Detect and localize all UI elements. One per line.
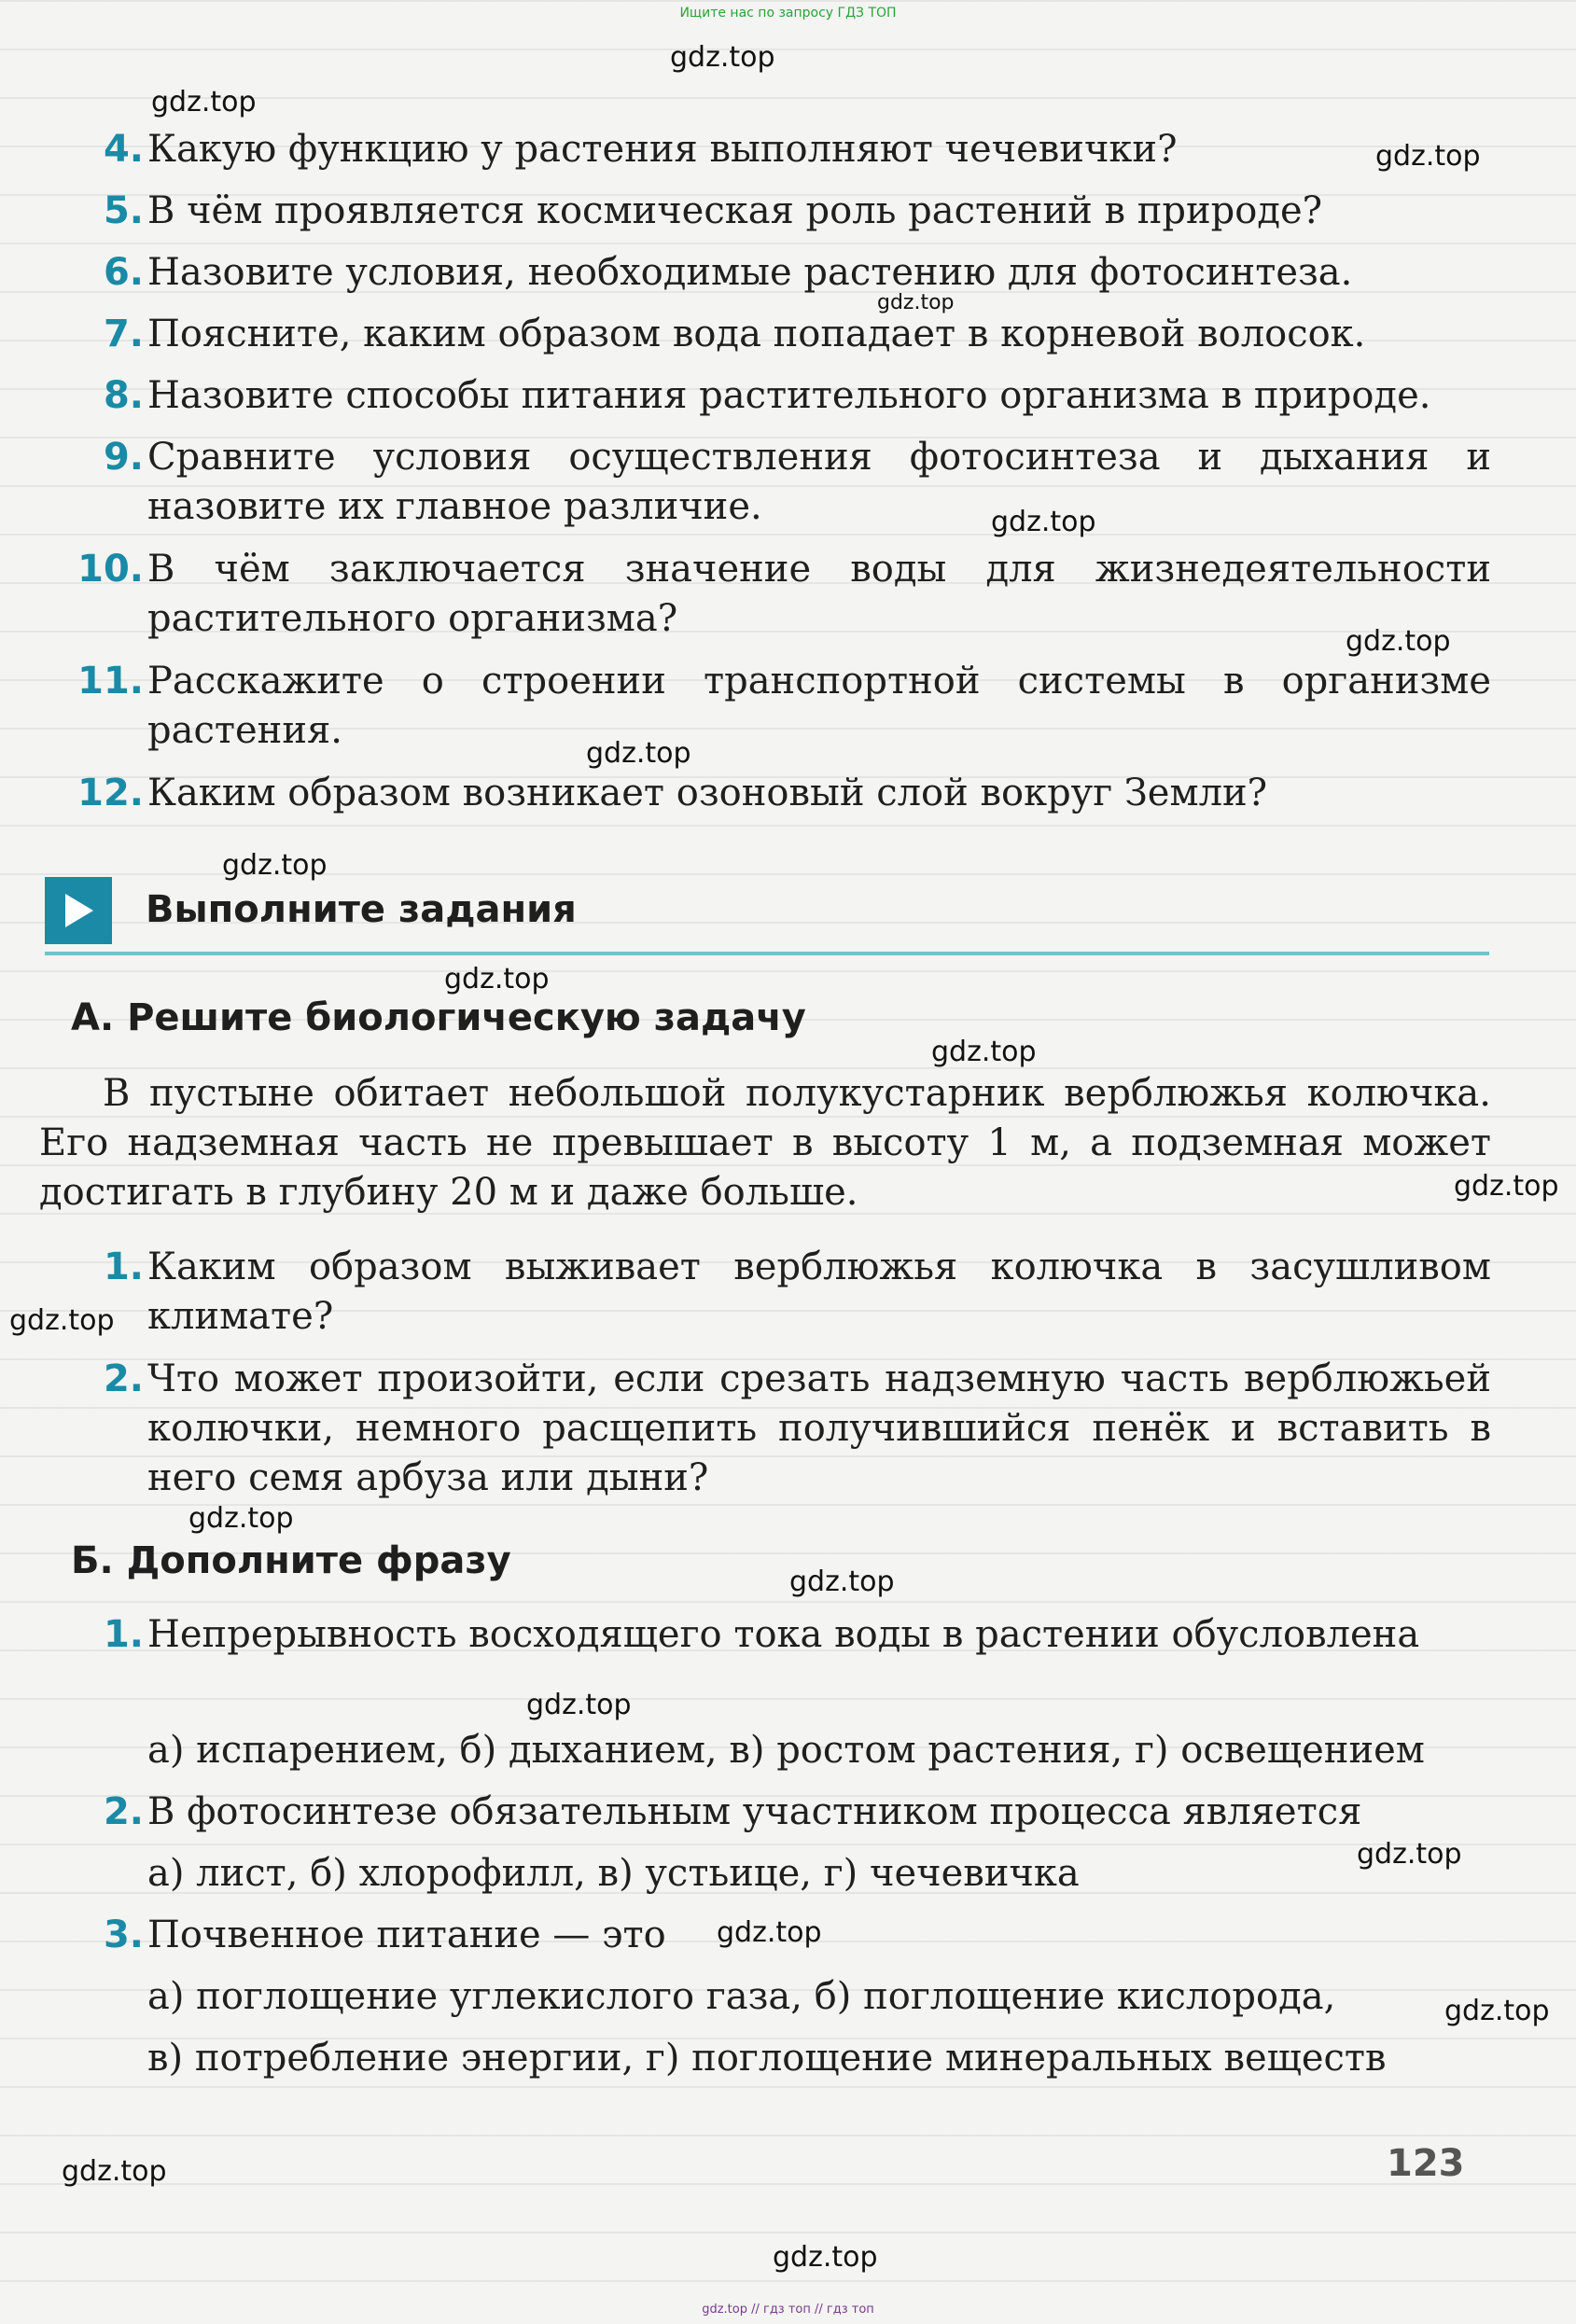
watermark: gdz.top — [1357, 1838, 1462, 1871]
section-a-title: А. Решите биологическую задачу — [71, 996, 806, 1039]
watermark: gdz.top — [670, 41, 775, 74]
fill-number: 3. — [103, 1913, 144, 1956]
question-text: Назовите условия, необходимые растению для фотосинтеза. — [147, 251, 1353, 294]
watermark: gdz.top — [222, 849, 328, 882]
question-number: 7. — [103, 313, 144, 355]
tasks-banner-title: Выполните задания — [146, 888, 577, 931]
section-b-title: Б. Дополните фразу — [71, 1539, 511, 1582]
question-number: 10. — [77, 548, 144, 591]
question-text: Сравните условия осуществления фотосинтеза и дыхания и назовите их главное различие. — [147, 436, 1491, 528]
watermark: gdz.top — [1375, 140, 1481, 173]
question-item — [73, 769, 1491, 818]
question-text: В чём проявляется космическая роль растений в природе? — [147, 189, 1323, 232]
fill-text: Почвенное питание — это — [147, 1913, 666, 1956]
answer-options: а) поглощение углекислого газа, б) поглощение кислорода, — [147, 1975, 1336, 2018]
question-item — [73, 310, 1491, 359]
fill-number: 2. — [103, 1790, 144, 1833]
fill-item — [73, 1911, 1491, 1960]
question-item — [73, 248, 1491, 298]
watermark: gdz.top — [586, 737, 691, 770]
watermark: gdz.top — [717, 1916, 822, 1949]
question-text: Назовите способы питания растительного организма в природе. — [147, 374, 1431, 417]
question-text: В чём заключается значение воды для жизнедеятельности растительного организма? — [147, 548, 1491, 640]
section-a-paragraph: В пустыне обитает небольшой полукустарник верблюжья колючка. Его надземная часть не превышает в высоту 1 м, а подземная может достигать в глубину 20 м и даже больше. — [39, 1072, 1491, 1214]
watermark: gdz.top — [62, 2155, 167, 2188]
question-item — [73, 187, 1491, 236]
question-number: 9. — [103, 436, 144, 479]
fill-number: 1. — [103, 1613, 144, 1656]
question-number: 6. — [103, 251, 144, 294]
answer-options: а) лист, б) хлорофилл, в) устьице, г) чечевичка — [147, 1852, 1080, 1895]
fill-item — [73, 1788, 1491, 1837]
question-number: 8. — [103, 374, 144, 417]
play-icon — [45, 877, 112, 944]
watermark: gdz.top — [877, 291, 955, 314]
task-number: 1. — [103, 1245, 144, 1288]
question-number: 5. — [103, 189, 144, 232]
answer-options: в) потребление энергии, г) поглощение минеральных веществ — [147, 2037, 1387, 2080]
watermark: gdz.top — [1444, 1995, 1550, 2027]
fill-item — [73, 1610, 1491, 1660]
task-text: Каким образом выживает верблюжья колючка в засушливом климате? — [147, 1245, 1491, 1338]
watermark: gdz.top — [444, 963, 550, 995]
question-text: Расскажите о строении транспортной системы в организме растения. — [147, 660, 1491, 752]
fill-text: Непрерывность восходящего тока воды в растении обусловлена — [147, 1613, 1420, 1656]
watermark: gdz.top — [526, 1689, 632, 1721]
question-item — [73, 433, 1491, 532]
watermark: gdz.top — [991, 506, 1096, 538]
question-number: 11. — [77, 660, 144, 703]
watermark: gdz.top — [931, 1036, 1037, 1068]
tasks-banner — [45, 877, 1489, 955]
watermark: gdz.top — [773, 2241, 878, 2274]
task-number: 2. — [103, 1357, 144, 1400]
question-text: Какую функцию у растения выполняют чечевички? — [147, 128, 1178, 171]
question-item — [73, 545, 1491, 644]
watermark: gdz.top — [789, 1566, 895, 1598]
watermark: gdz.top — [9, 1304, 115, 1337]
fill-text: В фотосинтезе обязательным участником процесса является — [147, 1790, 1362, 1833]
task-text: Что может произойти, если срезать надземную часть верблюжьей колючки, немного расщепить получившийся пенёк и вставить в него семя арбуза или дыни? — [147, 1357, 1491, 1499]
watermark: gdz.top — [1454, 1170, 1559, 1203]
task-item — [73, 1355, 1491, 1503]
watermark: gdz.top — [1346, 625, 1451, 658]
question-number: 4. — [103, 128, 144, 171]
watermark: gdz.top — [151, 86, 257, 118]
question-text: Поясните, каким образом вода попадает в корневой волосок. — [147, 313, 1366, 355]
top-banner[interactable]: Ищите нас по запросу ГДЗ ТОП — [679, 6, 897, 21]
page-number: 123 — [1387, 2142, 1465, 2185]
watermark: gdz.top — [188, 1502, 294, 1535]
task-item — [73, 1243, 1491, 1342]
footer-links[interactable]: gdz.top // гдз топ // гдз топ — [702, 2303, 874, 2317]
question-item — [73, 371, 1491, 421]
question-number: 12. — [77, 772, 144, 814]
question-text: Каким образом возникает озоновый слой вокруг Земли? — [147, 772, 1268, 814]
question-item — [73, 657, 1491, 756]
question-item — [73, 125, 1491, 174]
answer-options: а) испарением, б) дыханием, в) ростом растения, г) освещением — [147, 1729, 1425, 1772]
